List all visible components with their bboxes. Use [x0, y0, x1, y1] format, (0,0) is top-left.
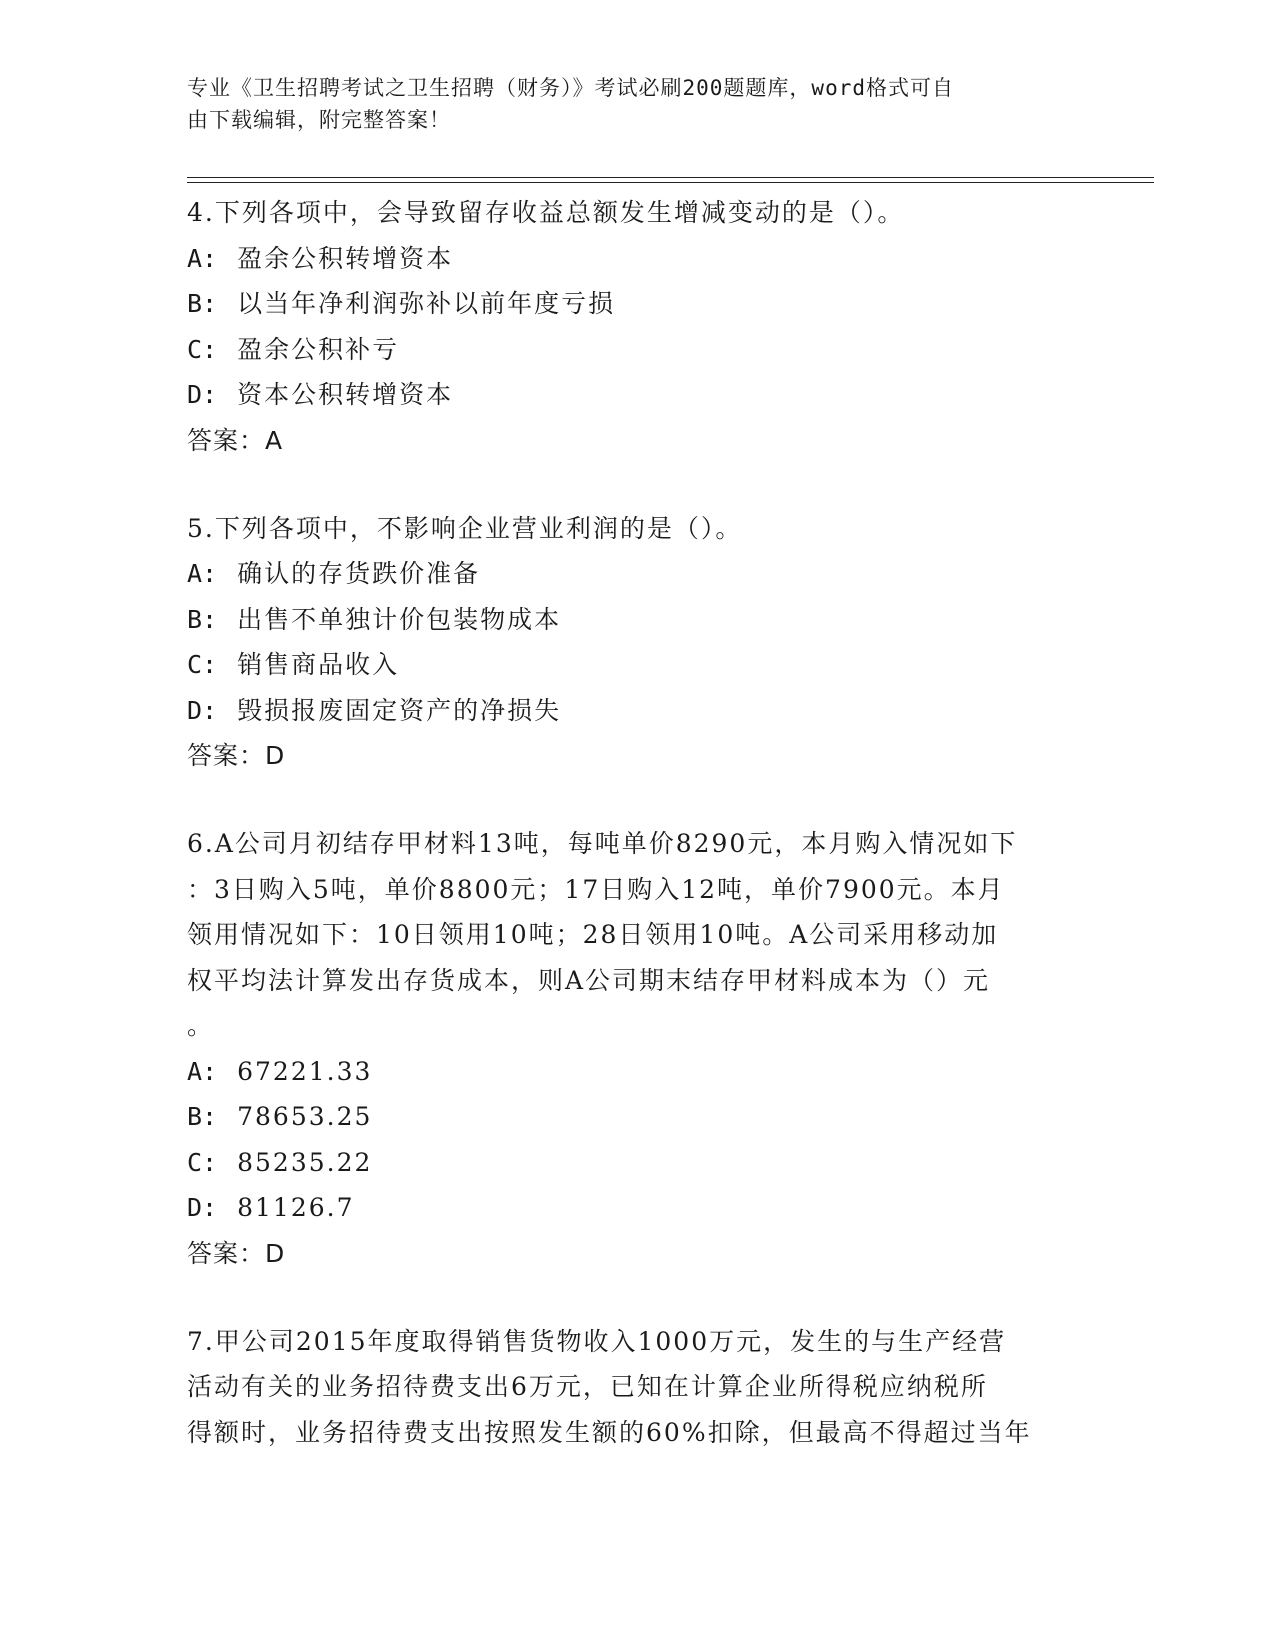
question-stem-line: ：3日购入5吨，单价8800元；17日购入12吨，单价7900元。本月 [187, 874, 1005, 904]
option-letter: B: [187, 289, 218, 318]
option-letter: D: [187, 1193, 218, 1222]
option-text: 销售商品收入 [237, 650, 400, 679]
option-a [187, 1049, 1087, 1095]
header-divider-bottom [187, 182, 1154, 183]
option-text: 81126.7 [237, 1193, 355, 1222]
option-text: 毁损报废固定资产的净损失 [237, 695, 562, 725]
option-letter: D: [187, 695, 218, 725]
option-text: 盈余公积补亏 [237, 334, 400, 364]
question-6 [187, 821, 1087, 1276]
option-letter: B: [187, 604, 218, 634]
option-a [187, 236, 1087, 282]
question-stem-line: 。 [187, 1011, 215, 1040]
question-stem-line: 6.A公司月初结存甲材料13吨，每吨单价8290元，本月购入情况如下 [187, 829, 1018, 858]
option-letter: A: [187, 559, 218, 588]
option-d [187, 372, 1087, 418]
answer-line: 答案：A [187, 425, 284, 455]
header-divider-top [187, 177, 1154, 178]
question-stem-line: 5.下列各项中，不影响企业营业利润的是（）。 [187, 513, 743, 543]
option-letter: C: [187, 1147, 218, 1177]
option-text: 85235.22 [237, 1147, 373, 1177]
answer-line: 答案：D [187, 1238, 286, 1268]
question-stem-line: 得额时，业务招待费支出按照发生额的60%扣除，但最高不得超过当年 [187, 1417, 1032, 1447]
option-text: 以当年净利润弥补以前年度亏损 [237, 289, 616, 318]
question-stem-line: 权平均法计算发出存货成本，则A公司期末结存甲材料成本为（）元 [187, 965, 991, 995]
question-stem-line: 活动有关的业务招待费支出6万元，已知在计算企业所得税应纳税所 [187, 1372, 988, 1401]
option-b [187, 597, 1087, 643]
option-a [187, 551, 1087, 597]
option-letter: C: [187, 334, 218, 364]
question-4 [187, 190, 1087, 463]
option-text: 盈余公积转增资本 [237, 243, 454, 273]
question-list [187, 190, 1087, 1498]
option-d [187, 1185, 1087, 1231]
option-c [187, 1140, 1087, 1186]
question-stem-line: 4.下列各项中，会导致留存收益总额发生增减变动的是（）。 [187, 198, 905, 227]
document-header [187, 72, 1067, 136]
header-line-2: 由下载编辑，附完整答案！ [187, 108, 451, 132]
option-letter: D: [187, 380, 218, 409]
option-letter: C: [187, 650, 218, 679]
option-c [187, 642, 1087, 688]
answer-line: 答案：D [187, 741, 286, 770]
option-b [187, 1094, 1087, 1140]
option-text: 67221.33 [237, 1056, 373, 1086]
option-d [187, 688, 1087, 734]
option-text: 78653.25 [237, 1102, 373, 1131]
question-stem-line: 领用情况如下：10日领用10吨；28日领用10吨。A公司采用移动加 [187, 920, 999, 949]
option-text: 资本公积转增资本 [237, 380, 454, 409]
question-stem-line: 7.甲公司2015年度取得销售货物收入1000万元，发生的与生产经营 [187, 1326, 1007, 1356]
header-line-1: 专业《卫生招聘考试之卫生招聘（财务）》考试必刷200题题库，word格式可自 [187, 76, 954, 100]
option-letter: A: [187, 1056, 218, 1086]
question-7 [187, 1319, 1087, 1456]
question-5 [187, 506, 1087, 779]
option-text: 出售不单独计价包装物成本 [237, 604, 562, 634]
option-letter: B: [187, 1102, 218, 1131]
option-b [187, 281, 1087, 327]
option-c [187, 327, 1087, 373]
option-letter: A: [187, 243, 218, 273]
option-text: 确认的存货跌价准备 [237, 559, 481, 588]
